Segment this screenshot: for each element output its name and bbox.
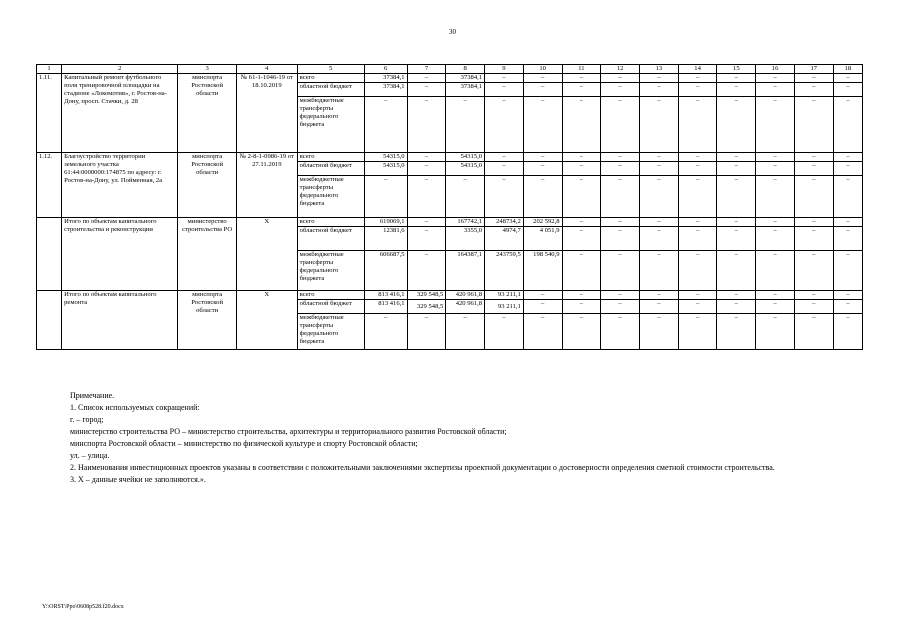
value-cell: – <box>678 227 717 251</box>
funding-type-cell: межбюджетные трансферты федерального бюджета <box>297 314 364 350</box>
value-cell: 813 416,1 <box>364 291 407 300</box>
value-cell: – <box>601 176 640 218</box>
column-header: 16 <box>756 65 795 74</box>
value-cell: – <box>562 74 601 83</box>
value-cell: – <box>717 97 756 153</box>
column-header: 13 <box>640 65 679 74</box>
value-cell: – <box>794 227 833 251</box>
note-line: г. – город; <box>70 415 104 424</box>
value-cell: 93 211,1 <box>485 300 524 314</box>
value-cell: – <box>523 97 562 153</box>
value-cell: – <box>562 97 601 153</box>
value-cell: – <box>562 176 601 218</box>
funding-type-cell: всего <box>297 291 364 300</box>
value-cell: – <box>717 74 756 83</box>
note-line: ул. – улица. <box>70 451 110 460</box>
value-cell: – <box>640 83 679 97</box>
value-cell: – <box>756 291 795 300</box>
value-cell: – <box>794 291 833 300</box>
value-cell: – <box>640 97 679 153</box>
value-cell: 12381,6 <box>364 227 407 251</box>
value-cell: – <box>523 291 562 300</box>
value-cell: 420 961,8 <box>446 291 485 300</box>
value-cell: 243759,5 <box>485 251 524 291</box>
note-line: 1. Список используемых сокращений: <box>70 403 200 412</box>
value-cell: – <box>833 291 862 300</box>
value-cell: – <box>678 300 717 314</box>
value-cell: – <box>523 162 562 176</box>
value-cell: – <box>485 74 524 83</box>
value-cell: – <box>756 227 795 251</box>
value-cell: – <box>562 218 601 227</box>
value-cell: – <box>364 97 407 153</box>
value-cell: – <box>678 218 717 227</box>
value-cell: – <box>833 300 862 314</box>
value-cell: – <box>562 83 601 97</box>
table-row <box>37 218 863 227</box>
note-line: минспорта Ростовской области – министерство по физической культуре и спорту Ростовской области; <box>70 439 418 448</box>
project-name-cell: Итого по объектам капитального ремонта <box>62 291 178 350</box>
value-cell: – <box>640 218 679 227</box>
value-cell: – <box>640 176 679 218</box>
value-cell: – <box>601 74 640 83</box>
value-cell: – <box>640 153 679 162</box>
value-cell: 54315,0 <box>364 153 407 162</box>
column-header: 14 <box>678 65 717 74</box>
project-name-cell: Благоустройство территории земельного участка 61:44:0000000:174875 по адресу: г. Ростов-на-Дону, ул. Пойменная, 2а <box>62 153 178 218</box>
column-header: 7 <box>407 65 446 74</box>
value-cell: 329 548,5 <box>407 291 446 300</box>
value-cell: – <box>794 300 833 314</box>
value-cell: – <box>562 227 601 251</box>
column-header: 9 <box>485 65 524 74</box>
funding-type-cell: областной бюджет <box>297 162 364 176</box>
value-cell: 54315,0 <box>446 153 485 162</box>
value-cell: 37384,1 <box>364 74 407 83</box>
value-cell: – <box>756 97 795 153</box>
value-cell: – <box>523 74 562 83</box>
funding-type-cell: областной бюджет <box>297 227 364 251</box>
notes-title: Примечание. <box>70 391 115 400</box>
document-cell: № 61-1-1046-19 от 18.10.2019 <box>236 74 297 153</box>
value-cell: – <box>640 162 679 176</box>
value-cell: – <box>833 227 862 251</box>
value-cell: – <box>794 251 833 291</box>
value-cell: – <box>407 176 446 218</box>
value-cell: 198 540,9 <box>523 251 562 291</box>
value-cell: – <box>833 218 862 227</box>
funding-type-cell: межбюджетные трансферты федерального бюджета <box>297 176 364 218</box>
value-cell: – <box>794 218 833 227</box>
value-cell: – <box>446 176 485 218</box>
funding-type-cell: областной бюджет <box>297 300 364 314</box>
value-cell: – <box>678 314 717 350</box>
value-cell: – <box>485 97 524 153</box>
column-header: 4 <box>236 65 297 74</box>
value-cell: – <box>640 74 679 83</box>
table-row <box>37 74 863 83</box>
column-header: 1 <box>37 65 62 74</box>
table-header-row <box>37 65 863 74</box>
value-cell: – <box>601 162 640 176</box>
value-cell: – <box>794 162 833 176</box>
value-cell: – <box>485 162 524 176</box>
value-cell: – <box>833 153 862 162</box>
value-cell: – <box>756 83 795 97</box>
value-cell: 329 548,5 <box>407 300 446 314</box>
value-cell: – <box>756 218 795 227</box>
value-cell: – <box>717 153 756 162</box>
value-cell: – <box>756 74 795 83</box>
value-cell: – <box>601 83 640 97</box>
value-cell: – <box>407 97 446 153</box>
value-cell: – <box>407 162 446 176</box>
value-cell: – <box>562 162 601 176</box>
value-cell: 164387,1 <box>446 251 485 291</box>
value-cell: – <box>640 314 679 350</box>
value-cell: – <box>407 314 446 350</box>
value-cell: – <box>523 153 562 162</box>
row-number-cell: 1.11. <box>37 74 62 153</box>
column-header: 5 <box>297 65 364 74</box>
value-cell: – <box>562 251 601 291</box>
note-line: 3. Х – данные ячейки не заполняются.». <box>70 475 206 484</box>
value-cell: 619069,1 <box>364 218 407 227</box>
value-cell: – <box>601 153 640 162</box>
value-cell: – <box>794 176 833 218</box>
document-cell: Х <box>236 291 297 350</box>
value-cell: – <box>364 314 407 350</box>
value-cell: – <box>601 300 640 314</box>
value-cell: – <box>640 300 679 314</box>
value-cell: – <box>407 218 446 227</box>
value-cell: – <box>678 291 717 300</box>
funding-type-cell: областной бюджет <box>297 83 364 97</box>
value-cell: 37384,1 <box>446 74 485 83</box>
value-cell: – <box>833 251 862 291</box>
value-cell: – <box>756 162 795 176</box>
value-cell: – <box>485 176 524 218</box>
column-header: 18 <box>833 65 862 74</box>
value-cell: – <box>756 153 795 162</box>
value-cell: – <box>756 314 795 350</box>
value-cell: – <box>717 227 756 251</box>
value-cell: – <box>485 314 524 350</box>
value-cell: – <box>717 83 756 97</box>
value-cell: – <box>833 74 862 83</box>
note-line: 2. Наименования инвестиционных проектов указаны в соответствии с положительными заключениями экспертизы проектной документации о достоверности определения сметной стоимости строительства. <box>70 463 775 472</box>
value-cell: – <box>794 153 833 162</box>
value-cell: 202 592,8 <box>523 218 562 227</box>
value-cell: – <box>601 97 640 153</box>
value-cell: 606687,5 <box>364 251 407 291</box>
value-cell: – <box>523 83 562 97</box>
value-cell: – <box>717 300 756 314</box>
funding-type-cell: межбюджетные трансферты федерального бюджета <box>297 251 364 291</box>
value-cell: – <box>485 83 524 97</box>
column-header: 12 <box>601 65 640 74</box>
value-cell: 167742,1 <box>446 218 485 227</box>
organization-cell: минспорта Ростовской области <box>178 74 237 153</box>
value-cell: – <box>562 153 601 162</box>
value-cell: – <box>407 74 446 83</box>
value-cell: – <box>794 83 833 97</box>
column-header: 3 <box>178 65 237 74</box>
table-row <box>37 291 863 300</box>
value-cell: – <box>717 176 756 218</box>
notes-section <box>70 390 865 486</box>
value-cell: – <box>833 176 862 218</box>
value-cell: 37384,1 <box>364 83 407 97</box>
value-cell: – <box>562 300 601 314</box>
value-cell: 4 051,9 <box>523 227 562 251</box>
value-cell: – <box>794 74 833 83</box>
value-cell: – <box>485 153 524 162</box>
value-cell: 54315,0 <box>446 162 485 176</box>
file-path-footer: Y:\ORST\Ppo\0608p528.f20.docx <box>42 604 124 610</box>
project-name-cell: Итого по объектам капитального строительства и реконструкции <box>62 218 178 291</box>
funding-type-cell: всего <box>297 74 364 83</box>
value-cell: 3355,0 <box>446 227 485 251</box>
project-name-cell: Капитальный ремонт футбольного поля тренировочной площадки на стадионе «Локомотив», г. Ростов-на-Дону, просп. Стачки, д. 28 <box>62 74 178 153</box>
value-cell: – <box>601 314 640 350</box>
value-cell: – <box>678 97 717 153</box>
value-cell: – <box>640 291 679 300</box>
value-cell: – <box>562 291 601 300</box>
column-header: 10 <box>523 65 562 74</box>
row-number-cell <box>37 218 62 291</box>
value-cell: – <box>833 97 862 153</box>
column-header: 15 <box>717 65 756 74</box>
funding-type-cell: всего <box>297 153 364 162</box>
value-cell: – <box>717 291 756 300</box>
document-cell: Х <box>236 218 297 291</box>
value-cell: – <box>717 162 756 176</box>
value-cell: – <box>756 251 795 291</box>
value-cell: 813 416,1 <box>364 300 407 314</box>
note-line: министерство строительства РО – министерство строительства, архитектуры и территориального развития Ростовской области; <box>70 427 507 436</box>
value-cell: – <box>640 251 679 291</box>
value-cell: – <box>601 291 640 300</box>
value-cell: – <box>717 251 756 291</box>
value-cell: – <box>562 314 601 350</box>
value-cell: – <box>678 251 717 291</box>
value-cell: – <box>407 227 446 251</box>
value-cell: 420 961,8 <box>446 300 485 314</box>
column-header: 8 <box>446 65 485 74</box>
value-cell: – <box>364 176 407 218</box>
value-cell: – <box>717 314 756 350</box>
value-cell: – <box>523 176 562 218</box>
investment-table <box>36 64 863 350</box>
value-cell: – <box>833 314 862 350</box>
value-cell: 93 211,1 <box>485 291 524 300</box>
value-cell: – <box>407 83 446 97</box>
document-cell: № 2-8-1-0986-19 от 27.11.2019 <box>236 153 297 218</box>
value-cell: – <box>640 227 679 251</box>
value-cell: – <box>601 227 640 251</box>
value-cell: 248734,2 <box>485 218 524 227</box>
column-header: 11 <box>562 65 601 74</box>
value-cell: – <box>407 153 446 162</box>
organization-cell: минспорта Ростовской области <box>178 291 237 350</box>
value-cell: – <box>833 162 862 176</box>
value-cell: – <box>794 314 833 350</box>
row-number-cell: 1.12. <box>37 153 62 218</box>
column-header: 6 <box>364 65 407 74</box>
value-cell: – <box>446 97 485 153</box>
funding-type-cell: межбюджетные трансферты федерального бюджета <box>297 97 364 153</box>
page-number: 30 <box>449 28 456 36</box>
value-cell: – <box>601 218 640 227</box>
value-cell: – <box>446 314 485 350</box>
value-cell: – <box>678 83 717 97</box>
value-cell: 4974,7 <box>485 227 524 251</box>
value-cell: – <box>523 300 562 314</box>
value-cell: – <box>717 218 756 227</box>
column-header: 17 <box>794 65 833 74</box>
value-cell: – <box>678 176 717 218</box>
value-cell: – <box>756 176 795 218</box>
organization-cell: министерство строительства РО <box>178 218 237 291</box>
value-cell: – <box>756 300 795 314</box>
value-cell: – <box>794 97 833 153</box>
value-cell: – <box>678 74 717 83</box>
value-cell: – <box>833 83 862 97</box>
value-cell: – <box>601 251 640 291</box>
value-cell: – <box>678 162 717 176</box>
value-cell: – <box>523 314 562 350</box>
value-cell: 54315,0 <box>364 162 407 176</box>
value-cell: – <box>407 251 446 291</box>
column-header: 2 <box>62 65 178 74</box>
value-cell: 37384,1 <box>446 83 485 97</box>
value-cell: – <box>678 153 717 162</box>
organization-cell: минспорта Ростовской области <box>178 153 237 218</box>
row-number-cell <box>37 291 62 350</box>
table-row <box>37 153 863 162</box>
funding-type-cell: всего <box>297 218 364 227</box>
